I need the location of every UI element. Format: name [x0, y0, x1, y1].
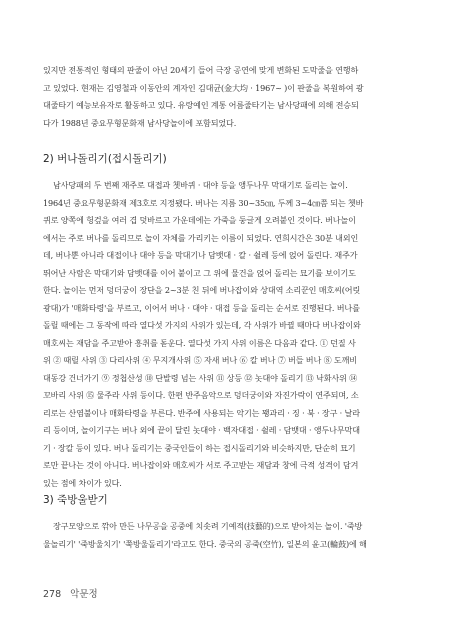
text-line: 다가 1988년 중요무형문화재 남사당놀이에 포함되었다.: [43, 117, 237, 128]
text-line: 대줄타기 예능보유자로 활동하고 있다. 유랑예인 계통 어름줄타기는 남사당패에 의해 전승되: [43, 100, 359, 110]
text-line: 광대)가 '매화타령'을 부르고, 이어서 버나 · 대야 · 대접 등을 돌리는 순서로 진행된다. 버나를: [43, 302, 360, 313]
text-line: 돌릴 때에는 그 동작에 따라 열다섯 가지의 사위가 있는데, 각 사위가 바뀔 때마다 버나잡이와: [43, 320, 361, 330]
text-line: 남사당패의 두 번째 재주로 대접과 쳇바퀴 · 대야 등을 앵두나무 막대기로 돌리는 놀이.: [53, 180, 348, 190]
text-line: 데, 버나뿐 아니라 대접이나 대야 등을 막대기나 담뱃대 · 칼 · 쉴레 등에 얹어 돌린다. 재주가: [43, 250, 358, 260]
text-line: 위 ② 때릴 사위 ③ 다리사위 ④ 무지개사위 ⑤ 자새 버나 ⑥ 칼 버나 ⑦ 버들 버나 ⑧ 도깨비: [43, 355, 357, 365]
section-beona-paragraph: [43, 177, 439, 492]
section-heading-beona: 2) 버나돌리기(접시돌리기): [43, 153, 167, 165]
section-heading-jukbangul: 3) 죽방울받기: [43, 494, 108, 506]
text-line: 리로는 산염불이나 매화타령을 부른다. 반주에 사용되는 악기는 꽹과리 · 징 · 북 · 장구 · 날라: [43, 407, 360, 418]
text-line: 리 등이며, 놀이기구는 버나 외에 끝이 달린 놋대야 · 백자대접 · 쉴레 · 담뱃대 · 앵두나무막대: [43, 425, 360, 435]
page-number: 278: [43, 589, 62, 600]
text-line: 1964년 중요무형문화재 제3호로 지정됐다. 버나는 지름 30~35㎝, 두께 3~4㎝쯤 되는 쳇바: [43, 197, 364, 208]
text-line: 매호씨는 재담을 주고받아 흥취를 돋운다. 열다섯 가지 사위 이름은 다음과 같다. ① 던질 사: [43, 337, 356, 348]
text-line: 있는 점에 차이가 있다.: [43, 477, 122, 488]
text-line: 한다. 놀이는 먼저 덩더궁이 장단을 2~3분 친 뒤에 버나잡이와 상대역 소리꾼인 매호씨(어릿: [43, 285, 361, 295]
text-line: 장구모양으로 깎아 만든 나무공을 공중에 치솟려 기예적(技藝的)으로 받아치는 놀이. '죽방: [53, 521, 363, 531]
intro-paragraph: [43, 62, 439, 132]
text-line: 뛰어난 사람은 막대기와 담뱃대를 이어 붙이고 그 위에 물건을 얹어 돌리는 묘기를 보이기도: [43, 267, 356, 278]
section-jukbangul-paragraph: [43, 518, 439, 553]
text-line: 퀴로 양쪽에 헝겊을 여러 겹 덧바르고 가운데에는 가죽을 둥글게 오려붙인 것이다. 버나놀이: [43, 215, 356, 225]
text-line: 로만 끝나는 것이 아니다. 버나잡이와 매호씨가 서로 주고받는 재담과 창에 극적 성격이 담겨: [43, 460, 359, 470]
text-line: 꼬바리 사위 ⑮ 물주라 사위 등이다. 한편 반주음악으로 덩더궁이와 자진가락이 연주되며, 소: [43, 390, 359, 400]
text-line: 대동강 건너가기 ⑨ 정첩산성 ⑩ 단발령 넘는 사위 ⑪ 상등 ⑫ 놋대야 돌리기 ⑬ 낙화사위 ⑭: [43, 372, 358, 383]
text-line: 에서는 주로 버나를 돌리므로 놀이 자체를 가리키는 이름이 되었다. 연희시간은 30분 내외인: [43, 232, 359, 243]
text-line: 있지만 전통적인 형태의 판줄이 아닌 20세기 들어 극장 공연에 맞게 변화된 도막줄을 연행하: [43, 65, 359, 75]
page-footer: [43, 586, 98, 600]
running-title: 악문정: [70, 589, 98, 600]
text-line: 울놀리기' '죽방울치기' '쭉방울돌리기'라고도 한다. 중국의 공죽(空竹), 일본의 윤고(輪鼓)에 해: [43, 538, 367, 549]
text-line: 기 · 장칼 등이 있다. 버나 돌리기는 중국인들이 하는 접시돌리기와 비슷하지만, 단순히 묘기: [43, 442, 356, 453]
text-line: 고 있었다. 현재는 김영철과 이동안의 계자인 김대균(金大均 · 1967~ )이 판줄을 복원하여 광: [43, 82, 364, 93]
